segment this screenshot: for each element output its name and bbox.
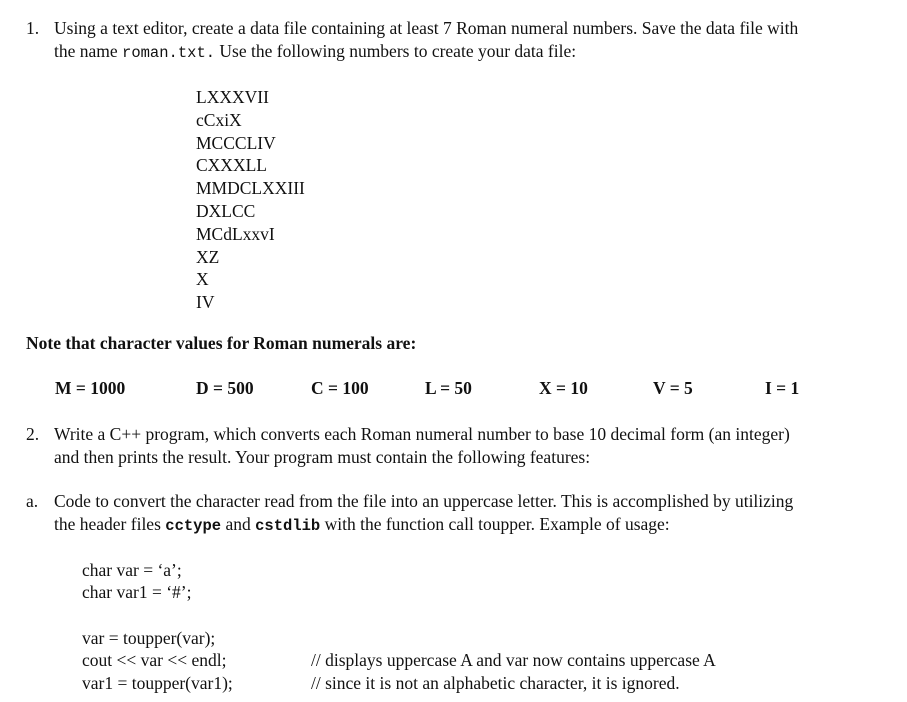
filename: roman.txt. [122, 44, 216, 62]
code-cout: cout << var << endl; [82, 650, 227, 670]
list-item: LXXXVII [196, 87, 269, 107]
list-item: MMDCLXXIII [196, 178, 305, 199]
value-m: M = 1000 [55, 378, 126, 398]
item-a-line-1: Code to convert the character read from the file into an uppercase letter. This is accomplished by utilizing [54, 491, 794, 511]
code-comment-2: // since it is not an alphabetic character, it is ignored. [311, 673, 680, 693]
header-cctype: cctype [165, 517, 222, 535]
list-item: CXXXLL [196, 155, 267, 176]
item-1-number: 1. [26, 18, 40, 38]
item-a-line-2-mid: and [221, 514, 256, 534]
item-1-line-2 [54, 41, 576, 62]
value-v: V = 5 [653, 378, 693, 398]
item-1-line-2-prefix: the name [54, 41, 123, 61]
item-1-line-1: Using a text editor, create a data file containing at least 7 Roman numeral numbers. Save the data file with [54, 18, 799, 38]
item-2-number: 2. [26, 424, 40, 444]
code-decl-var: char var = ‘a’; [82, 560, 182, 580]
code-decl-var1: char var1 = ‘#’; [82, 582, 192, 602]
value-i: I = 1 [765, 378, 800, 398]
header-cstdlib: cstdlib [255, 517, 321, 535]
code-assign-var1: var1 = toupper(var1); [82, 673, 233, 693]
list-item: MCdLxxvI [196, 223, 275, 244]
item-2-line-2: and then prints the result. Your program must contain the following features: [54, 447, 591, 467]
code-assign-var: var = toupper(var); [82, 628, 216, 648]
list-item: MCCCLIV [196, 132, 276, 153]
item-a-letter: a. [26, 491, 39, 511]
value-c: C = 100 [311, 378, 369, 398]
list-item: DXLCC [196, 200, 256, 221]
item-a-line-2-prefix: the header files [54, 514, 166, 534]
item-a-line-2-suffix: with the function call toupper. Example of usage: [320, 514, 670, 534]
value-x: X = 10 [539, 378, 588, 398]
roman-numeral-list [196, 86, 305, 314]
note-heading: Note that character values for Roman numerals are: [26, 333, 417, 353]
value-l: L = 50 [425, 378, 472, 398]
value-d: D = 500 [196, 378, 254, 398]
code-comment-1: // displays uppercase A and var now contains uppercase A [311, 650, 716, 670]
list-item: XZ [196, 246, 220, 267]
item-a-line-2 [54, 514, 670, 535]
list-item: X [196, 269, 209, 290]
list-item: IV [196, 292, 215, 313]
item-2-line-1: Write a C++ program, which converts each Roman numeral number to base 10 decimal form (an integer) [54, 424, 790, 444]
item-1-line-2-suffix: Use the following numbers to create your data file: [215, 41, 577, 61]
list-item: cCxiX [196, 109, 242, 130]
